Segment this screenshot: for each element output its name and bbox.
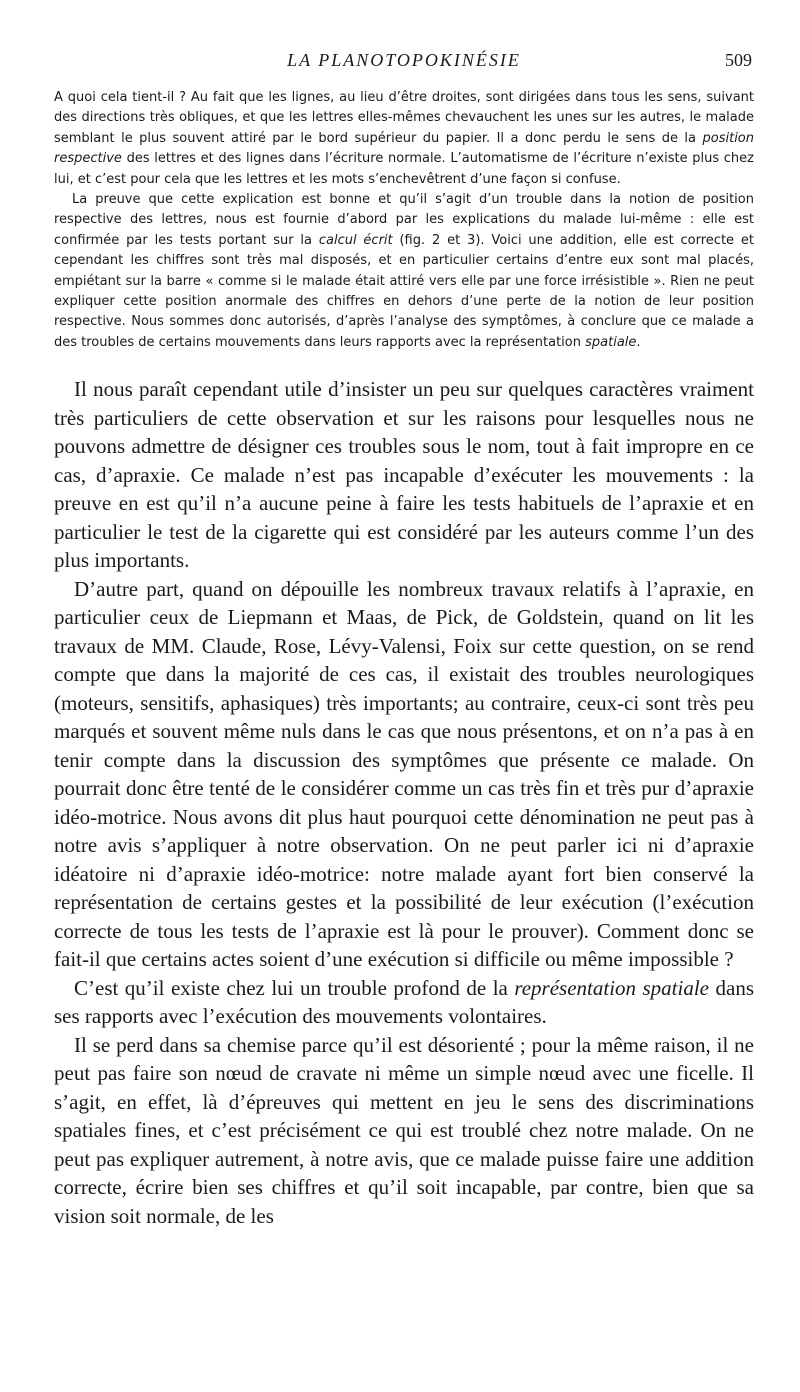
emphasis-calcul-ecrit: calcul écrit [318, 232, 393, 248]
running-title: LA PLANOTOPOKINÉSIE [287, 50, 521, 70]
main-text-section [54, 375, 754, 1230]
running-head [54, 44, 754, 78]
page-number: 509 [725, 50, 752, 70]
small-paragraph-2: La preuve que cette explication est bonne et qu’il s’agit d’un trouble dans la notion de position respective des lettres, nous est fournie d’abord par les explications du malade lui-même : elle est confirmée par les tests portant sur la calcul écrit (fig. 2 et 3). Voici une addition, elle est correcte et cependant les chiffres sont très mal disposés, et en particulier certains d’entre eux sont mal placés, empiétant sur la barre « comme si le malade était attiré vers elle par une force irrésistible ». Rien ne peut expliquer cette position anormale des chiffres en dehors d’une perte de la notion de leur position respective. Nous sommes donc autorisés, d’après l’analyse des symptômes, à conclure que ce malade a des troubles de certains mouvements dans leurs rapports avec la représentation spatiale. [54, 192, 754, 350]
emphasis-representation-spatiale: représentation spatiale [514, 975, 710, 1000]
book-page [54, 44, 754, 1230]
main-paragraph-1: Il nous paraît cependant utile d’insister un peu sur quelques caractères vraiment très particuliers de cette observation et sur les raisons pour lesquelles nous ne pouvons admettre de désigner ces troubles sous le nom, tout à fait impropre en ce cas, d’apraxie. Ce malade n’est pas incapable d’exécuter les mouvements : la preuve en est qu’il n’a aucune peine à faire les tests habituels de l’apraxie et en particulier le test de la cigarette qui est considéré par les auteurs comme l’un des plus importants. [54, 377, 754, 573]
main-paragraph-3: C’est qu’il existe chez lui un trouble profond de la représentation spatiale dans ses rapports avec l’exécution des mouvements volontaires. [54, 975, 754, 1029]
main-paragraph-2: D’autre part, quand on dépouille les nombreux travaux relatifs à l’apraxie, en particulier ceux de Liepmann et Maas, de Pick, de Goldstein, quand on lit les travaux de MM. Claude, Rose, Lévy-Valensi, Foix sur cette question, on se rend compte que dans la majorité de ces cas, il existait des troubles neurologiques (moteurs, sensitifs, aphasiques) très importants; au contraire, ceux-ci sont très peu marqués et souvent même nuls dans le cas que nous présentons, et on n’a pas à en tenir compte dans la discussion des symptômes que présente ce malade. On pourrait donc être tenté de le considérer comme un cas très fin et très pur d’apraxie idéo-motrice. Nous avons dit plus haut pourquoi cette dénomination ne peut pas à notre avis s’appliquer à notre observation. On ne peut parler ici ni d’apraxie idéatoire ni d’apraxie idéo-motrice: notre malade ayant fort bien conservé la représentation de certains gestes et la possibilité de leur exécution (l’exécution correcte de tous les tests de l’apraxie est là pour le prouver). Comment donc se fait-il que certains actes soient d’une exécution si difficile ou même impossible ? [54, 576, 754, 972]
emphasis-position-respective: position respective [54, 130, 754, 167]
main-paragraph-4: Il se perd dans sa chemise parce qu’il est désorienté ; pour la même raison, il ne peut pas faire son nœud de cravate ni même un simple nœud avec une ficelle. Il s’agit, en effet, là d’épreuves qui mettent en jeu le sens des discriminations spatiales fines, et c’est précisément ce qui est troublé chez notre malade. On ne peut pas expliquer autrement, à notre avis, que ce malade puisse faire une addition correcte, écrire bien ses chiffres et qu’il soit incapable, par contre, bien que sa vision soit normale, de les [54, 1032, 754, 1228]
small-paragraph-1: A quoi cela tient-il ? Au fait que les lignes, au lieu d’être droites, sont dirigées dans tous les sens, suivant des directions très obliques, et que les lettres elles-mêmes chevauchent les unes sur les autres, le malade semblant le plus souvent attiré par le bord supérieur du papier. Il a donc perdu le sens de la position respective des lettres et des lignes dans l’écriture normale. L’automatisme de l’écriture n’existe plus chez lui, et c’est pour cela que les lettres et les mots s’enchevêtrent d’une façon si confuse. [54, 90, 754, 187]
emphasis-spatiale: spatiale [585, 334, 637, 350]
small-print-section [54, 88, 754, 353]
